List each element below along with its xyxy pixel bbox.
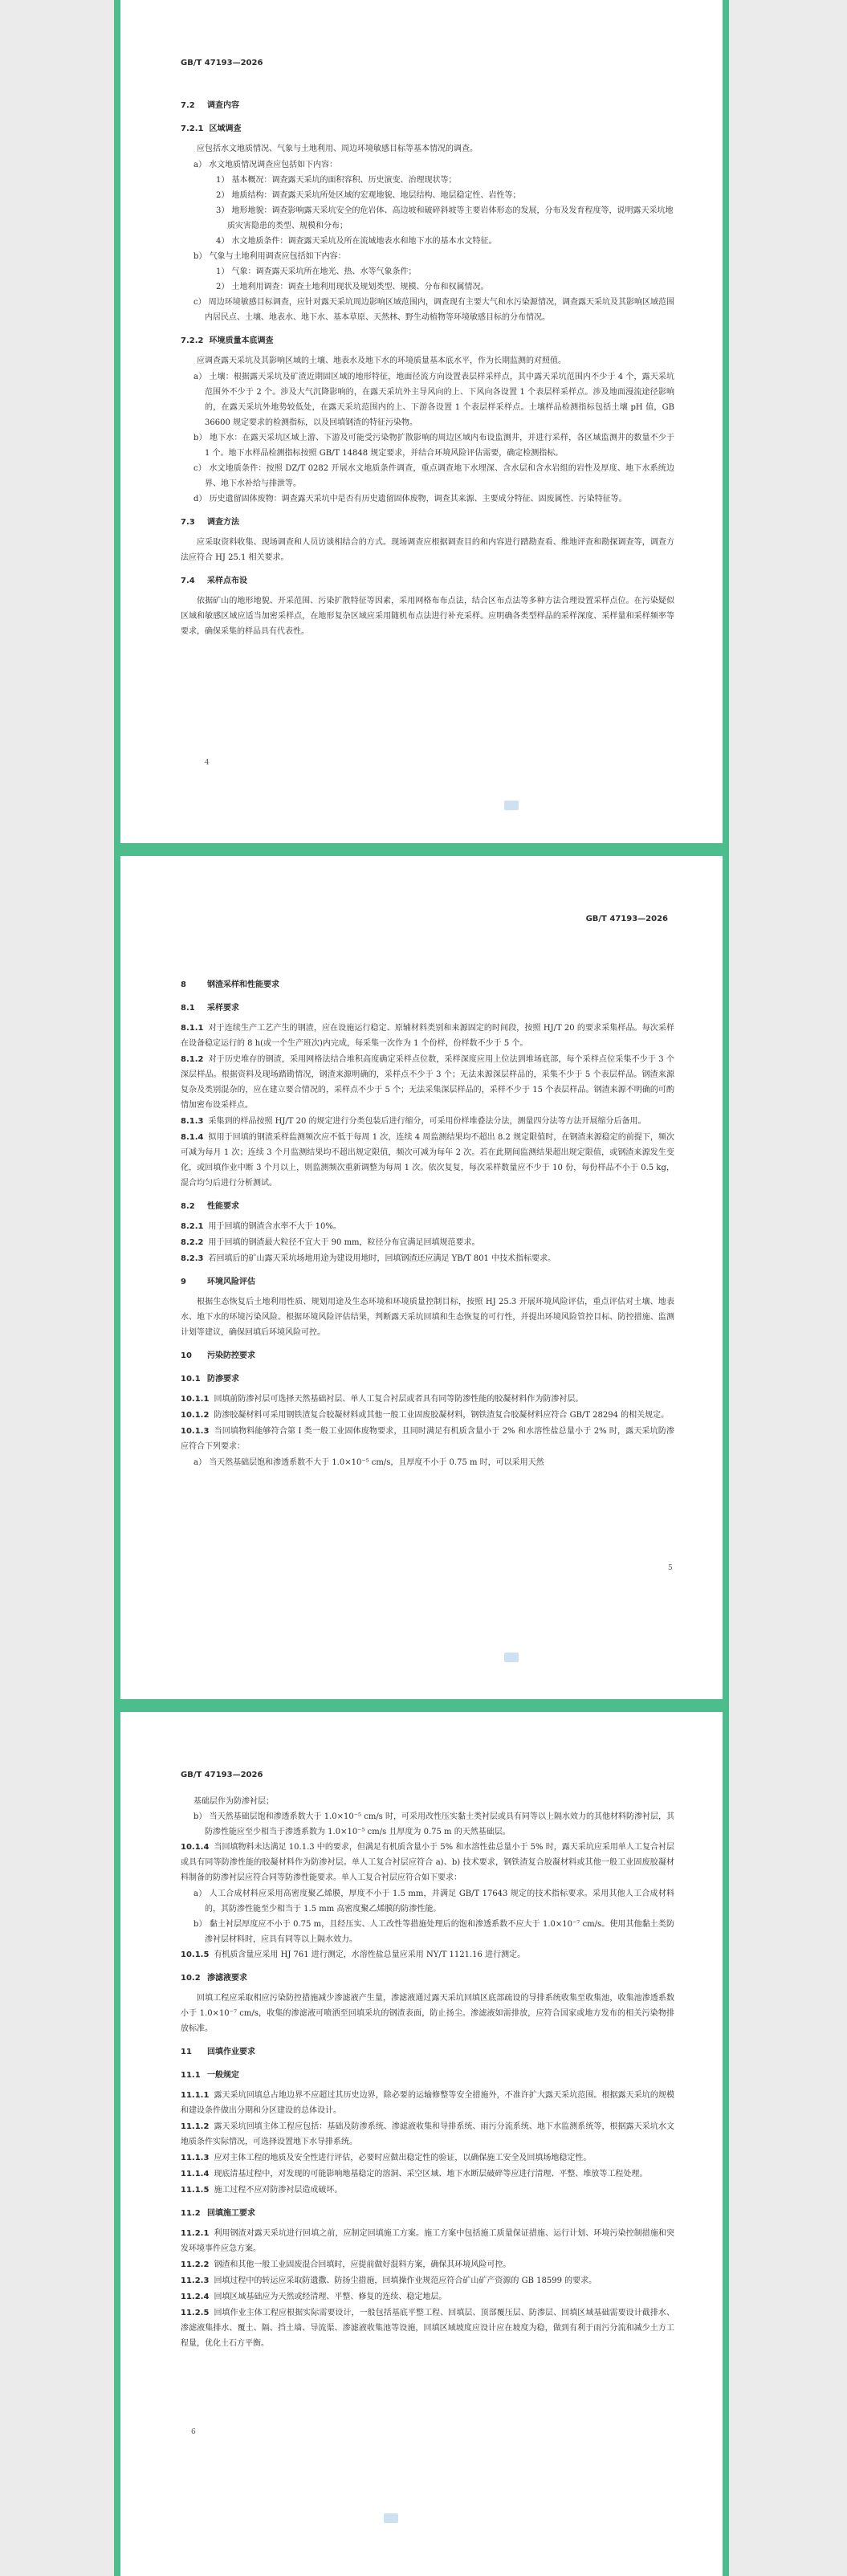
section-heading <box>181 1372 674 1387</box>
clause-text: 拟用于回填的钢渣采样监测频次应不低于每周 1 次，连续 4 周监测结果均不超出 8.2 规定限值时，在钢渣来源稳定的前提下，频次可减为每月 1 次；连续 3 个月监测结果均不超出规定限值，频次可减为每年 2 次。若在此期间监测结果超出规定限值，或钢渣来源发生变化，或回填作业中断 3 个月以上，则监测频次重新调整为每周 1 次。依次复复，每次采样数量应不少于 10 份，每份样品不小于 0.5 kg，混合均匀后进行分析测试。 <box>181 1133 674 1188</box>
section-heading <box>181 1199 674 1214</box>
list-item: b） 气象与土地利用调查应包括如下内容： <box>193 252 346 261</box>
section-title: 防渗要求 <box>206 1375 239 1384</box>
body-paragraph: 回填工程应采取相应污染防控措施减少渗滤液产生量，渗滤液通过露天采坑回填区底部疏设的导排系统收集至收集池，收集池渗透系数小于 1.0×10⁻⁷ cm/s，收集的渗滤液可喷洒至回填采坑的钢渣表面，防止扬尘。渗滤液如需排放，应符合国家或地方发布的相关污染物排放标准。 <box>181 1994 674 2033</box>
clause-number: 11.1.2 <box>181 2122 210 2131</box>
section-title: 性能要求 <box>206 1202 239 1211</box>
list-item: c） 水文地质条件：按照 DZ/T 0282 开展水文地质条件调查，重点调查地下水埋深、含水层和含水岩组的岩性及厚度、地下水系统边界、地下水补给与排泄等。 <box>193 464 674 488</box>
page-stamp-icon <box>384 2513 398 2523</box>
section-heading <box>181 1274 674 1290</box>
section-number: 7.2.1 <box>181 124 204 133</box>
clause-text: 对于历史堆存的钢渣，采用网格法结合堆积高度确定采样点位数，采样深度应用上位法到堆场底部，每个采样点位采集不少于 3 个深层样品。根据资料及现场踏勘情况，钢渣来源明确的，采样点不少于 3 个；无法来源深层样品的，采集不少于 5 个表层样品。钢渣来源复杂及类别混杂的，应在建立要合情况的，采样点不少于 5 个；无法采集深层样品的，采样不少于 15 个表层样品。钢渣来源不明确的可酌情加密布设采样点。 <box>181 1055 674 1110</box>
section-number: 10.1 <box>181 1375 201 1384</box>
running-header: GB/T 47193—2026 <box>181 59 263 67</box>
document-page-1 <box>120 0 723 843</box>
section-number: 7.3 <box>181 518 195 527</box>
section-heading <box>181 1971 674 1986</box>
clause-text: 回填作业主体工程应根据实际需要设计，一般包括基底平整工程、回填层、顶部覆压层、防渗层、回填区域基础需要设计截排水、渗滤液集排水、覆土、隔、挡土墙、导流渠、渗滤液收集池等设施，回填区域坡度应设计应在坡度为稳，做到有利于雨污分流和减少土方工程量，优化土石方平衡。 <box>181 2309 674 2348</box>
clause-number: 11.1.1 <box>181 2091 210 2100</box>
clause-number: 8.1.3 <box>181 1117 204 1126</box>
sub-list-item: 1） 基本概况：调查露天采坑的面积容积、历史演变、治理现状等； <box>216 176 457 185</box>
clause-number: 8.2.2 <box>181 1238 204 1247</box>
clause-text: 回填前防渗衬层可选择天然基础衬层、单人工复合衬层或者具有同等防渗性能的胶凝材料作为防渗衬层。 <box>214 1395 584 1404</box>
section-title: 污染防控要求 <box>206 1351 255 1360</box>
clause-number: 10.1.1 <box>181 1395 210 1404</box>
page-stamp-icon <box>504 1653 519 1662</box>
clause-text: 若回填后的矿山露天采坑场地用途为建设用地时，回填钢渣还应满足 YB/T 801 中技术指标要求。 <box>208 1254 556 1263</box>
clause-paragraph <box>181 1424 674 1454</box>
document-page-3 <box>120 1712 723 2576</box>
section-heading <box>181 98 674 113</box>
section-number: 11.2 <box>181 2209 201 2218</box>
clause-paragraph <box>181 2289 674 2305</box>
clause-paragraph <box>181 1840 674 1885</box>
clause-number: 11.1.3 <box>181 2154 210 2162</box>
section-title: 钢渣采样和性能要求 <box>206 980 279 989</box>
section-number: 11 <box>181 2048 192 2056</box>
list-item: c） 周边环境敏感目标调查，应针对露天采坑周边影响区域范围内，调查现有主要大气和水污染源情况，调查露天采坑及其影响区域范围内居民点、土壤、地表水、地下水、基本草原、天然林、野生动植物等环境敏感目标的分布情况。 <box>193 298 674 322</box>
page-number: 4 <box>205 759 210 767</box>
clause-paragraph <box>181 2257 674 2272</box>
clause-number: 11.2.1 <box>181 2229 210 2238</box>
clause-paragraph <box>181 2305 674 2351</box>
clause-text: 露天采坑回填总占地边界不应超过其历史边界，除必要的运输修整等安全措施外，不准许扩大露天采坑范围。根据露天采坑的规模和建设条件做出分期和分区建设的总体设计。 <box>181 2091 674 2115</box>
section-heading <box>181 121 674 137</box>
list-item: b） 地下水：在露天采坑区域上游、下游及可能受污染物扩散影响的周边区域内布设监测井，并进行采样，各区域监测井的数量不少于 1 个。地下水样品检测指标按照 GB/T 14848 规定要求，并结合环境风险评估需要，确定检测指标。 <box>193 434 674 458</box>
section-number: 8.2 <box>181 1202 195 1211</box>
clause-paragraph <box>181 2166 674 2182</box>
page-stamp-icon <box>504 801 519 810</box>
clause-number: 11.1.5 <box>181 2186 210 2195</box>
clause-text: 当回填物料能够符合第 I 类一般工业固体废物要求，且同时满足有机质含量小于 2% 和水溶性盐总量小于 2% 时，露天采坑防渗应符合下列要求： <box>181 1427 674 1451</box>
section-heading <box>181 1001 674 1016</box>
clause-paragraph <box>181 1021 674 1051</box>
section-title: 区域调查 <box>209 124 242 133</box>
clause-number: 10.1.2 <box>181 1411 210 1420</box>
clause-paragraph <box>181 2183 674 2198</box>
list-item: a） 人工合成材料应采用高密度聚乙烯膜，厚度不小于 1.5 mm，并满足 GB/T 17643 规定的技术指标要求。采用其他人工合成材料的，其防渗性能至少相当于 1.5 mm 高密度聚乙烯膜的防渗性能。 <box>193 1889 674 1914</box>
body-paragraph: 应采取资料收集、现场调查和人员访谈相结合的方式。现场调查应根据调查目的和内容进行踏勘查看、维地评查和勘探调查等，调查方法应符合 HJ 25.1 相关要求。 <box>181 538 674 562</box>
section-title: 回填施工要求 <box>206 2209 255 2218</box>
clause-paragraph <box>181 2088 674 2118</box>
section-heading <box>181 2044 674 2060</box>
page-body <box>181 1794 674 2352</box>
section-heading <box>181 1348 674 1363</box>
sub-list-item: 1） 气象：调查露天采坑所在地光、热、水等气象条件； <box>216 267 417 276</box>
section-number: 7.2.2 <box>181 336 204 345</box>
sub-list-item: 4） 水文地质条件：调查露天采坑及所在流域地表水和地下水的基本水文特征。 <box>216 237 497 246</box>
section-heading <box>181 977 674 992</box>
page-number: 5 <box>668 1564 673 1572</box>
sub-list-item: 2） 地质结构：调查露天采坑所处区域的宏观地貌、地层结构、地层稳定性、岩性等； <box>216 191 521 200</box>
running-header: GB/T 47193—2026 <box>181 1771 263 1779</box>
clause-number: 11.2.3 <box>181 2276 210 2285</box>
body-paragraph: 依据矿山的地形地貌、开采范围、污染扩散特征等因素，采用网格布布点法，结合区布点法等多种方法合理设置采样点位。在污染疑似区域和敏感区域应适当加密采样点，在地形复杂区域应采用随机布点法进行补充采样。应明确各类型样品的采样深度、采样量和采样频率等要求，确保采集的样品具有代表性。 <box>181 597 674 636</box>
list-item: a） 水文地质情况调查应包括如下内容： <box>193 161 338 169</box>
section-number: 9 <box>181 1278 186 1286</box>
section-number: 7.2 <box>181 101 195 110</box>
clause-paragraph <box>181 2226 674 2256</box>
clause-paragraph <box>181 1947 674 1963</box>
clause-text: 现底清基过程中，对发现的可能影响地基稳定的溶洞、采空区域、地下水断层破碎等应进行清理、平整、堆放等工程处理。 <box>214 2170 648 2179</box>
section-heading <box>181 515 674 530</box>
section-heading <box>181 573 674 589</box>
clause-paragraph <box>181 1251 674 1266</box>
list-item: b） 当天然基础层饱和渗透系数大于 1.0×10⁻⁵ cm/s 时，可采用改性压实黏土类衬层或具有同等以上隔水效力的其他材料防渗衬层，其防渗性能应至少相当于渗透系数为 1.0×10⁻⁵ cm/s 且厚度为 0.75 m 的天然基础层。 <box>193 1812 674 1836</box>
section-title: 采样要求 <box>206 1004 239 1013</box>
clause-text: 钢渣和其他一般工业固废混合回填时，应提前做好混料方案，确保其环境风险可控。 <box>214 2260 511 2269</box>
clause-number: 8.2.3 <box>181 1254 204 1263</box>
section-title: 采样点布设 <box>206 577 247 585</box>
sub-list-item: 3） 地形地貌：调查影响露天采坑安全的危岩体、高边坡和破碎斜坡等主要岩体形态的发展，分布及发育程度等，说明露天采坑地质灾害隐患的类型、规模和分布； <box>216 206 674 230</box>
clause-number: 11.2.2 <box>181 2260 210 2269</box>
section-title: 环境质量本底调查 <box>209 336 274 345</box>
section-heading <box>181 2068 674 2083</box>
body-paragraph: 应包括水文地质情况、气象与土地利用、周边环境敏感目标等基本情况的调查。 <box>197 145 478 153</box>
clause-text: 防渗胶凝材料可采用钢铁渣复合胶凝材料或其他一般工业固废胶凝材料，钢铁渣复合胶凝材料应符合 GB/T 28294 的相关规定。 <box>214 1411 670 1420</box>
clause-paragraph <box>181 1114 674 1129</box>
document-page-2 <box>120 856 723 1699</box>
clause-number: 10.1.4 <box>181 1843 210 1852</box>
clause-text: 回填过程中的转运应采取防遗撒、防扬尘措施，回填操作业规范应符合矿山矿产资源的 GB 18599 的要求。 <box>214 2276 597 2285</box>
section-heading <box>181 333 674 348</box>
clause-text: 有机质含量应采用 HJ 761 进行测定，水溶性盐总量应采用 NY/T 1121.16 进行测定。 <box>214 1950 526 1959</box>
section-title: 调查内容 <box>206 101 239 110</box>
section-title: 一般规定 <box>206 2071 239 2080</box>
body-paragraph: 应调查露天采坑及其影响区域的土壤、地表水及地下水的环境质量基本底水平，作为长期监测的对照值。 <box>197 357 566 365</box>
clause-paragraph <box>181 1392 674 1407</box>
clause-paragraph <box>181 1219 674 1234</box>
clause-paragraph <box>181 1130 674 1191</box>
clause-number: 11.2.5 <box>181 2309 210 2317</box>
clause-paragraph <box>181 1052 674 1113</box>
list-item: a） 当天然基础层饱和渗透系数不大于 1.0×10⁻⁵ cm/s，且厚度不小于 0.75 m 时，可以采用天然 <box>193 1458 544 1467</box>
clause-text: 用于回填的钢渣含水率不大于 10%。 <box>208 1222 341 1231</box>
clause-text: 对于连续生产工艺产生的钢渣，应在设施运行稳定、原辅材料类别和来源固定的时间段，按照 HJ/T 20 的要求采集样品。每次采样在设备稳定运行的 8 h(或一个生产班次)内完成，每采集一次作为 1 个份样，份样数不少于 5 个。 <box>181 1024 674 1048</box>
list-item: 基础层作为防渗衬层； <box>193 1797 274 1806</box>
clause-number: 8.1.4 <box>181 1133 204 1142</box>
clause-number: 10.1.5 <box>181 1950 210 1959</box>
page-number: 6 <box>191 2428 196 2436</box>
clause-number: 10.1.3 <box>181 1427 210 1436</box>
clause-number: 8.2.1 <box>181 1222 204 1231</box>
sub-list-item: 2） 土地利用调查：调查土地利用现状及规划类型、规模、分布和权属情况。 <box>216 283 489 291</box>
section-title: 渗滤液要求 <box>206 1974 247 1983</box>
clause-paragraph <box>181 1408 674 1423</box>
clause-number: 11.2.4 <box>181 2293 210 2301</box>
clause-text: 回填区域基础应为天然或经清理、平整、修复的连续、稳定地层。 <box>214 2293 447 2301</box>
list-item: a） 土壤：根据露天采坑及矿渣近期固区域的地形特征，地面径流方向设置表层样采样点，其中露天采坑范围内不少于 4 个，露天采坑范围外不少于 2 个。涉及大气沉降影响的，在露天采坑外主导风向的上、下风向各设置 1 个表层样采样点。涉及地面漫流途径影响的，在露天采坑外地势较低处，在露天采坑范围内的上、下游各设置 1 个表层样采样点。土壤样品检测指标包括土壤 pH 值，GB 36600 规定要求的检测指标，以及回填钢渣的特征污染物。 <box>193 373 674 427</box>
clause-number: 8.1.1 <box>181 1024 204 1033</box>
clause-paragraph <box>181 1235 674 1250</box>
section-title: 调查方法 <box>206 518 239 527</box>
section-number: 10 <box>181 1351 192 1360</box>
section-number: 10.2 <box>181 1974 201 1983</box>
section-title: 回填作业要求 <box>206 2048 255 2056</box>
body-paragraph: 根据生态恢复后土地利用性质、规划用途及生态环境和环境质量控制目标，按照 HJ 25.3 开展环境风险评估，重点评估对土壤、地表水、地下水的环境污染风险。根据环境风险评估结果，判断露天采坑回填和生态恢复的可行性，并提出环境风险管控目标、防控措施、监测计划等建议，确保回填后环境风险可控。 <box>181 1298 674 1337</box>
running-header: GB/T 47193—2026 <box>585 915 668 923</box>
list-item: d） 历史遗留固体废物：调查露天采坑中是否有历史遗留固体废物，调查其来源、主要成分特征、固废属性、污染特征等。 <box>193 495 627 503</box>
clause-text: 用于回填的钢渣最大粒径不宜大于 90 mm，粒径分布宜满足回填规范要求。 <box>208 1238 480 1247</box>
section-number: 7.4 <box>181 577 195 585</box>
clause-paragraph <box>181 2273 674 2289</box>
clause-text: 当回填物料未达满足 10.1.3 中的要求，但满足有机质含量小于 5% 和水溶性盐总量小于 5% 时，露天采坑应采用单人工复合衬层或具有同等防渗性能的胶凝材料作为防渗衬层。单人工复合衬层应符合 a)、b) 技术要求，钢铁渣复合胶凝材料或其他一般工业固废胶凝材料制备的防渗衬层应符合同等防渗性能要求。单人工复合衬层应符合如下要求： <box>181 1843 674 1882</box>
section-heading <box>181 2206 674 2221</box>
clause-text: 应对主体工程的地质及安全性进行评估，必要时应做出稳定性的验证，以确保施工安全及回填场地稳定性。 <box>214 2154 592 2162</box>
clause-text: 露天采坑回填主体工程应包括：基础及防渗系统、渗滤液收集和导排系统、雨污分流系统、地下水监测系统等，根据露天采坑水文地质条件实际情况，可选择设置地下水导排系统。 <box>181 2122 674 2146</box>
section-number: 11.1 <box>181 2071 201 2080</box>
clause-paragraph <box>181 2150 674 2166</box>
clause-number: 11.1.4 <box>181 2170 210 2179</box>
section-title: 环境风险评估 <box>206 1278 255 1286</box>
section-number: 8 <box>181 980 186 989</box>
clause-text: 利用钢渣对露天采坑进行回填之前，应制定回填施工方案。施工方案中包括施工质量保证措施、运行计划、环境污染控制措施和突发环境事件应急方案。 <box>181 2229 674 2253</box>
clause-text: 施工过程不应对防渗衬层造成破坏。 <box>214 2186 343 2195</box>
section-number: 8.1 <box>181 1004 195 1013</box>
clause-text: 采集到的样品按照 HJ/T 20 的规定进行分类包装后进行缩分，可采用份样堆叠法分法，测量四分法等方法开展缩分后备用。 <box>208 1117 646 1126</box>
clause-paragraph <box>181 2119 674 2150</box>
clause-number: 8.1.2 <box>181 1055 204 1064</box>
list-item: b） 黏土衬层厚度应不小于 0.75 m，且经压实、人工改性等措施处理后的饱和渗透系数不应大于 1.0×10⁻⁷ cm/s。使用其他黏土类防渗衬层材料时，应具有同等以上隔水效力。 <box>193 1920 674 1944</box>
page-body <box>181 90 674 640</box>
page-body <box>181 969 674 1470</box>
